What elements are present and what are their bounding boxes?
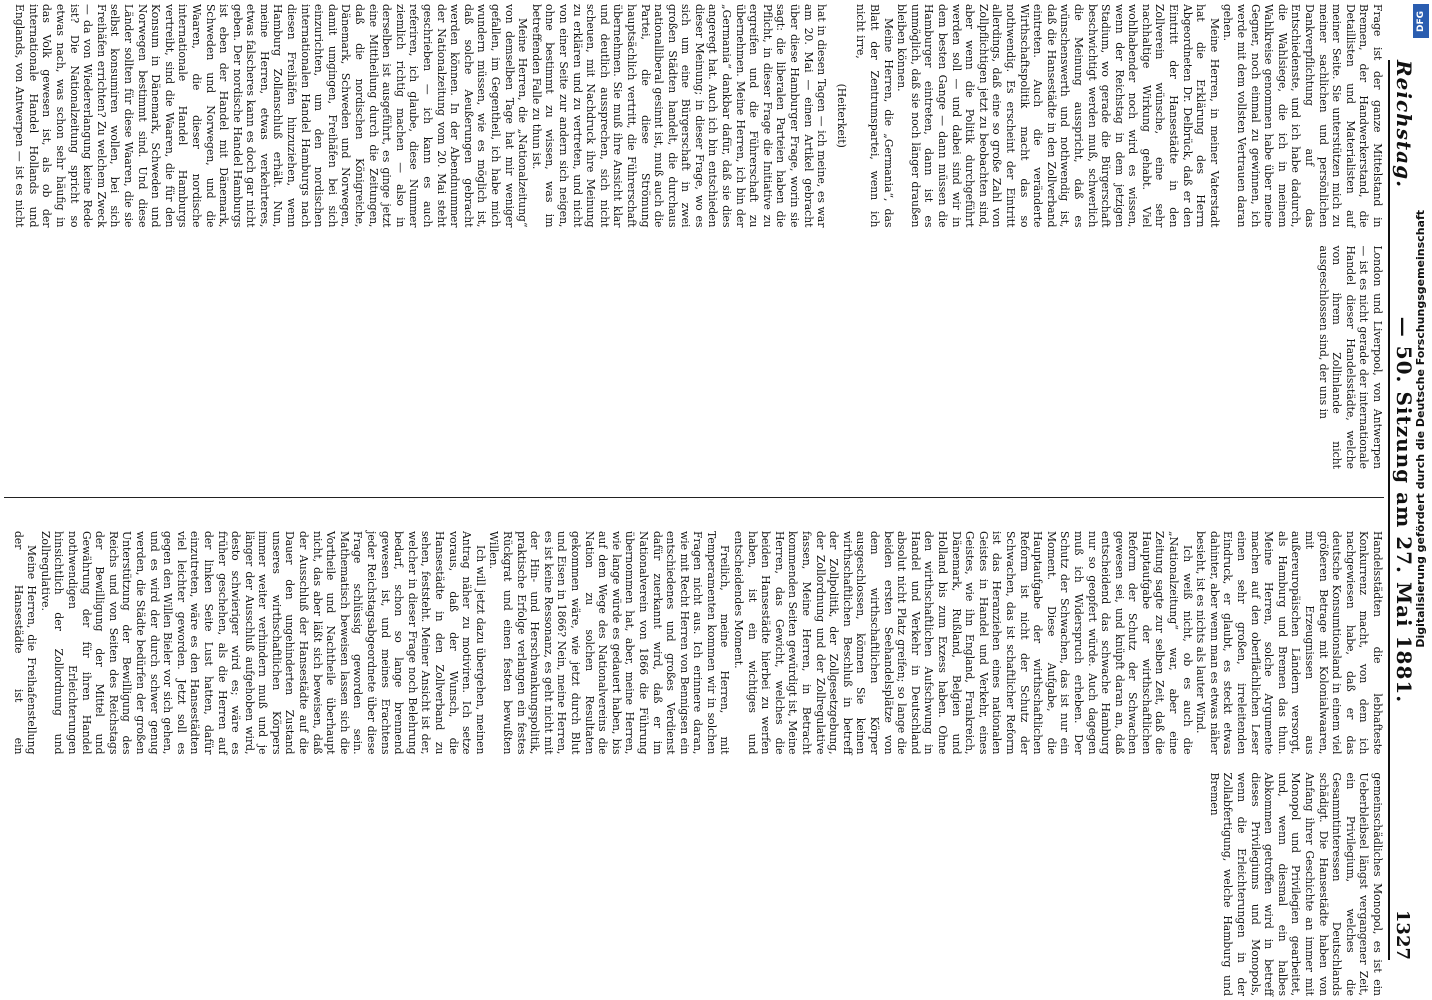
paragraph: Ich will jetzt dazu übergehen, meinen Antrag näher zu motiviren. Ich setze voraus, daß der Wunsch, die Hansestädte in den Zollverband zu sehen, feststeht. Meiner Ansicht ist der, welcher in dieser Frage noch Belehrung bedarf, schon so lange brennend gewesen ist, und meines Erachtens jeder Reichstagsabgeordnete über diese Frage schlüssig geworden sein. Mathematisch beweisen lassen sich die Vortheile und Nachtheile überhaupt nicht, das aber läßt sich beweisen, daß der Ausschluß der Hansestädte auf die Dauer den ungehinderten Zustand unseres wirthschaftlichen Körpers immer weiter verhindern muß und je länger der Ausschluß aufgehoben wird, desto schwieriger wird es; wäre es früher geschehen, als die Herren auf der linken Seite Lust hatten, dafür einzutreten, wäre es den Hansestädten viel leichter geworden. Jetzt soll es gegen den Willen Bieler vor sich gehen, und es wird der durch schwer genug werden, die Städte bedürfen der großen Unterstützung der Bewilligung des Reichs und von Seiten des Reichstags der Bewilligung der Mittel und Gewährung der für ihren Handel nothwendigen Erleichterungen hinsichtlich der Zollordnung und Zollregulative. [38, 531, 487, 755]
dfg-logo-text: DFG [1416, 10, 1426, 32]
header-rule [1388, 60, 1390, 960]
digitization-note [1408, 0, 1432, 1000]
paragraph: hat in diesen Tagen — ich meine, es war am 20. Mai — einen Artikel gebracht über diese Hamburger Frage, worin sie sagt: die liberalen Parteien haben die Pflicht, in dieser Frage die Initiative zu ergreifen und die Führerschaft zu übernehmen. Meine Herren, ich bin der „Germania“ dankbar dafür, daß sie dies angeregt hat. Auch ich bin entschieden dieser Meinung; in dieser Frage, wo es sich um eine Bürgerschaft in zwei großen Städten handelt, die durchaus nationalliberal gesinnt ist, muß auch die Partei, die diese Strömung hauptsächlich vertritt, die Führerschaft übernehmen. Sie muß ihre Ansicht klar und deutlich aussprechen, sich nicht scheuen, mit Nachdruck ihre Meinung zu erklären und zu vertreten, und nicht von einer Seite zur andern sich neigen, ohne bestimmt zu wissen, was im betreffenden Falle zu thun ist. [529, 4, 829, 228]
column-divider [4, 497, 1384, 498]
dfg-logo [1413, 4, 1429, 38]
paragraph: Handelsstädten die lebhafteste Konkurrenz macht, von dem ich nachgewiesen habe, daß er das deutsche Konsumtionsland in einem viel größeren Betrage mit Kolonialwaaren, mit Erzeugnissen aus außereuropäischen Ländern versorgt, als Hamburg und Bremen das thun. Meine Herren, solche Argumente machen auf den oberflächlichen Leser einen sehr großen, irreleitenden Eindruck, er glaubt, es steckt etwas dahinter, aber wenn man es etwas näher besieht, ist es nichts als lauter Wind. [1194, 531, 1384, 755]
left-half [4, 4, 1384, 469]
paragraph: Ich weiß nicht, ob es auch die „Nationalzeitung“ war, aber eine Zeitung sagte zur selben Zeit, daß die Hauptaufgabe der wirthschaftlichen Reform der Schutz der Schwachen gewesen sei, und knüpft daran an, daß entscheidend das schwache Hamburg nur so geopfert würde. Auch dagegen muß ich Widerspruch erheben. Der Schutz der Schwachen, das ist nur ein Moment. Diese Aufgabe, die Hauptaufgabe der wirthschaftlichen Reform ist nicht der Schutz der Schwachen, das ist schaftlicher Reform ist das Heranziehen eines nationalen Geistes in Handel und Verkehr, eines Geistes, wie ihn England, Frankreich, Dänemark, Rußland, Belgien und Holland bis zum Exzess haben. Ohne den wirthschaftlichen Aufschwung in Handel und Verkehr in Deutschland absolut nicht Platz greifen; so lange die beiden ersten Seehandelsplätze von dem wirthschaftlichen Körper ausgeschlossen, können Sie keinen wirthschaftlichen Beschluß in betreff der Zollpolitik, der Zollgesetzgebung, der Zollordnung und der Zollregulative fassen, Meine Herren, in Betracht kommenden Seiten gewürdigt ist, Meine Herren, das Gewicht, welches die beiden Hansestädte hierbei zu werfen haben, ist ein wichtiges und entscheidendes Moment. [732, 531, 1194, 755]
paragraph: Freilich, meine Herren, mit Temperamenten kommen wir in solchen Fragen nicht aus. Ich erinnere daran, wie mit Recht Herren von Bennigsen ein entschiedenes und großes Verdienst dafür zuerkannt wird, daß er im Nationalverein von 1866 die Führung übernommen hat, aber, meine Herren, wie lange würde es gedauert haben, bis auf dem Wege des Nationalvereins die Nation zu solchen Resultaten gekommen wäre, wie jetzt durch Blut und Eisen in 1866? Nein, meine Herren, es ist keine Ressonanz, es geht nicht mit der Hin- und Herschwankungspolitik, praktische Erfolge verlangen ein festes Rückgrat und einen festen bewußten Willen. [487, 531, 732, 755]
header-center: — 50. Sitzung am 27. Mai 1881. [1392, 316, 1416, 704]
paragraph: Meine Herren, die Freihafenstellung der Hansestädte ist ein gemeinschädliches Monopol, es ist ein Ueberbleibsel längst vergangener Zeit, ein Privilegium, welches die Gesammtinteressen Deutschlands schädigt. Die Hansestädte haben von Anfang ihrer Geschichte an immer mit Monopol und Privilegien gearbeitet, und, wenn diesmal ein halbes Abkommen getroffen wird in betreff dieses Privilegiums und Monopols, wenn die Erleichterungen in der Zollabfertigung, welche Hamburg und Bremen [11, 531, 1384, 996]
header-left: Reichstag. [1392, 60, 1416, 189]
paragraph: Meine Herren, in meiner Vaterstadt hat die Erklärung des Herrn Abgeordneten Dr. Delbrück, daß er den Eintritt der Hansestädte in den Zollverein wünsche, eine sehr nachhaltige Wirkung gehabt. Viel wohlhabender noch wird es wissen, wenn der Reichstag in dem jetzigen Stadium, wo gerade die Bürgerschaft beschwichtigt werden muß, schwerlich die Meinung ausspricht, daß es wünschenswerth und nothwendig ist, daß die Hansestädte in den Zollverband eintreten. Auch die veränderte Wirthschaftspolitik macht das so nothwendig. Es erscheint der Eintritt allerdings, daß eine so große Zahl von Zollpflichtigen jetzt zu beobachten sind, aber wenn die Politik durchgeführt werden soll — und dabei sind wir in dem besten Gange — dann müssen die Hamburger eintreten, dann ist es unmöglich, daß sie noch länger draußen bleiben können. [895, 4, 1221, 228]
page-number: 1327 [1392, 909, 1413, 960]
right-text-columns [4, 531, 1384, 996]
right-half [4, 531, 1384, 996]
paragraph: Meine Herren, die „Germania“, das Blatt der Zentrumspartei, wenn ich nicht irre, [854, 4, 895, 228]
left-text-columns [4, 4, 1384, 469]
interjection: (Heiterkeit) [834, 83, 848, 148]
paragraph: Meine Herren, die „Nationalzeitung“ von demselben Tage hat mir weniger gefallen, im Gegentheil, ich habe mich wundern müssen, wie es möglich ist, daß solche Aeußerungen gebracht werden können. In der Abendnummer der Nationalzeitung vom 20. Mai steht geschrieben — ich kann es auch referiren, ich glaube, diese Nummer ziemlich richtig machen — also in derselben ist ausgeführt, es ginge jetzt eine Mittheilung durch die Zeitungen, daß die nordischen Königreiche, Dänemark, Schweden und Norwegen, damit umgingen, Freihäfen bei sich einzurichten, um den nordischen internationalen Handel Hamburgs nach diesen Freihäfen hinzuziehen, wenn Hamburg Zollanschluß erhält. Nun, meine Herren, etwas verkehrteres, etwas falscheres kann es doch gar nicht geben. Der nordische Handel Hamburgs ist eben der Handel mit Dänemark, Schweden und Norwegen, und die Waaren, die dieser nordische internationale Handel Hamburgs vertreibt, sind die Waaren, die für den Konsum in Dänemark, Schweden und Norwegen bestimmt sind. Und diese Länder sollten für diese Waaren, die sie selbst konsumiren wollen, bei sich Freihäfen errichten? Zu welchem Zweck — da von Wiedererlangung keine Rede ist? Die Nationalzeitung spricht so etwas nach, was schon sehr häufig in das Volk gewesen ist, als ob der internationale Handel Hollands und Englands, von Antwerpen — ist es nicht London und Liverpool, von Antwerpen — ist es nicht gerade der internationale Handel dieser Handelsstädte, welche von ihrem Zollinlande nicht ausgeschlossen sind, der uns in [13, 4, 1384, 469]
paragraph: Frage ist der ganze Mittelstand in Bremen, der Handwerkerstand, die Detaillisten und Materialisten auf meiner Seite. Sie unterstützen mich zu meiner sachlichen und persönlichen Dankverpflichtung auf das Entschiedenste, und ich habe dadurch, die Wahlsiege, die ich in meinem Wahlkreise genommen habe über meine Gegner, noch einmal zu gewinnen, ich werde mit dem vollsten Vertrauen daran gehen. [1221, 4, 1384, 228]
digitization-text: Digitalisierung gefördert durch die Deutsche Forschungsgemeinschaft [1413, 210, 1427, 648]
